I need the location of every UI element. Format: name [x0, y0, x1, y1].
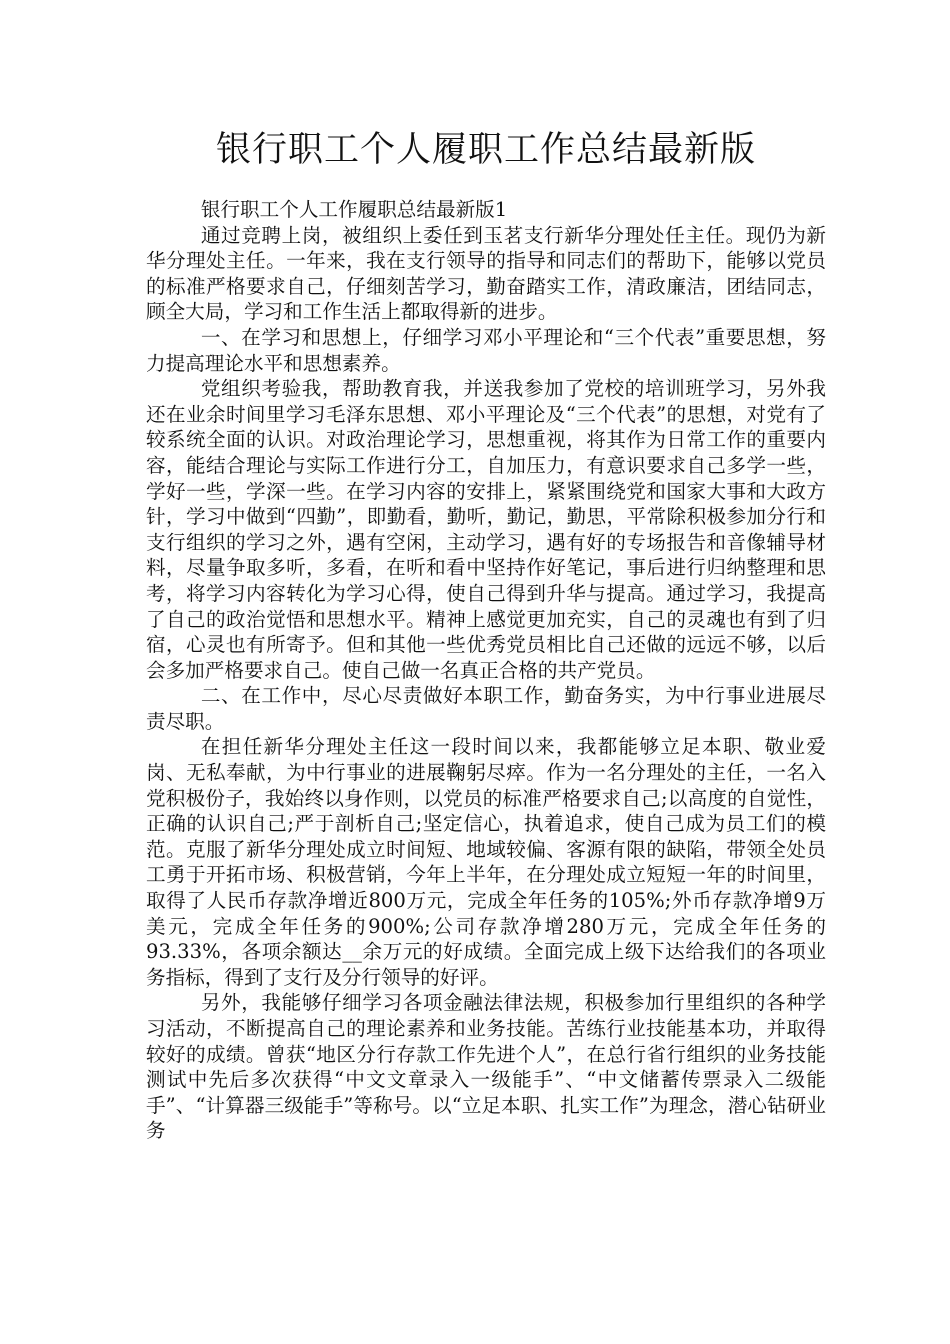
paragraph-study-details: 党组织考验我，帮助教育我，并送我参加了党校的培训班学习，另外我还在业余时间里学习毛泽东思想、邓小平理论及“三个代表”的思想，对党有了较系统全面的认识。对政治理论学习，思想重视，将其作为日常工作的重要内容，能结合理论与实际工作进行分工，自加压力，有意识要求自己多学一些，学好一些，学深一些。在学习内容的安排上，紧紧围绕党和国家大事和大政方针，学习中做到“四勤”，即勤看，勤听，勤记，勤思，平常除积极参加分行和支行组织的学习之外，遇有空闲，主动学习，遇有好的专场报告和音像辅导材料，尽量争取多听，多看，在听和看中坚持作好笔记，事后进行归纳整理和思考，将学习内容转化为学习心得，使自己得到升华与提高。通过学习，我提高了自己的政治觉悟和思想水平。精神上感觉更加充实，自己的灵魂也有到了归宿，心灵也有所寄予。但和其他一些优秀党员相比自己还做的远远不够，以后会多加严格要求自己。使自己做一名真正合格的共产党员。	[146, 377, 826, 682]
paragraph-work-details: 在担任新华分理处主任这一段时间以来，我都能够立足本职、敬业爱岗、无私奉献，为中行事业的进展鞠躬尽瘁。作为一名分理处的主任，一名入党积极份子，我始终以身作则，以党员的标准严格要求自己;以高度的自觉性，正确的认识自己;严于剖析自己;坚定信心，执着追求，使自己成为员工们的模范。克服了新华分理处成立时间短、地域较偏、客源有限的缺陷，带领全处员工勇于开拓市场、积极营销，今年上半年，在分理处成立短短一年的时间里，取得了人民币存款净增近800万元，完成全年任务的105%;外币存款净增9万美元，完成全年任务的900%;公司存款净增280万元，完成全年任务的93.33%，各项余额达__余万元的好成绩。全面完成上级下达给我们的各项业务指标，得到了支行及分行领导的好评。	[146, 735, 826, 989]
document-title: 银行职工个人履职工作总结最新版	[215, 130, 756, 170]
paragraph-heading-work: 二、在工作中，尽心尽责做好本职工作，勤奋务实，为中行事业进展尽责尽职。	[146, 684, 826, 733]
document-page	[146, 0, 826, 1144]
paragraph-heading-study: 一、在学习和思想上，仔细学习邓小平理论和“三个代表”重要思想，努力提高理论水平和思想素养。	[146, 325, 826, 375]
document-subtitle: 银行职工个人工作履职总结最新版1	[200, 198, 508, 221]
paragraph-skills: 另外，我能够仔细学习各项金融法律法规，积极参加行里组织的各种学习活动，不断提高自己的理论素养和业务技能。苦练行业技能基本功，并取得较好的成绩。曾获“地区分行存款工作先进个人”，在总行省行组织的业务技能测试中先后多次获得“中文文章录入一级能手”、“中文储蓄传票录入二级能手”、“计算器三级能手”等称号。以“立足本职、扎实工作”为理念，潜心钻研业务	[146, 991, 826, 1143]
document-body	[146, 197, 826, 1144]
paragraph-intro: 通过竞聘上岗，被组织上委任到玉茗支行新华分理处任主任。现仍为新华分理处主任。一年来，我在支行领导的指导和同志们的帮助下，能够以党员的标准严格要求自己，仔细刻苦学习，勤奋踏实工作，清政廉洁，团结同志，顾全大局，学习和工作生活上都取得新的进步。	[146, 223, 826, 324]
